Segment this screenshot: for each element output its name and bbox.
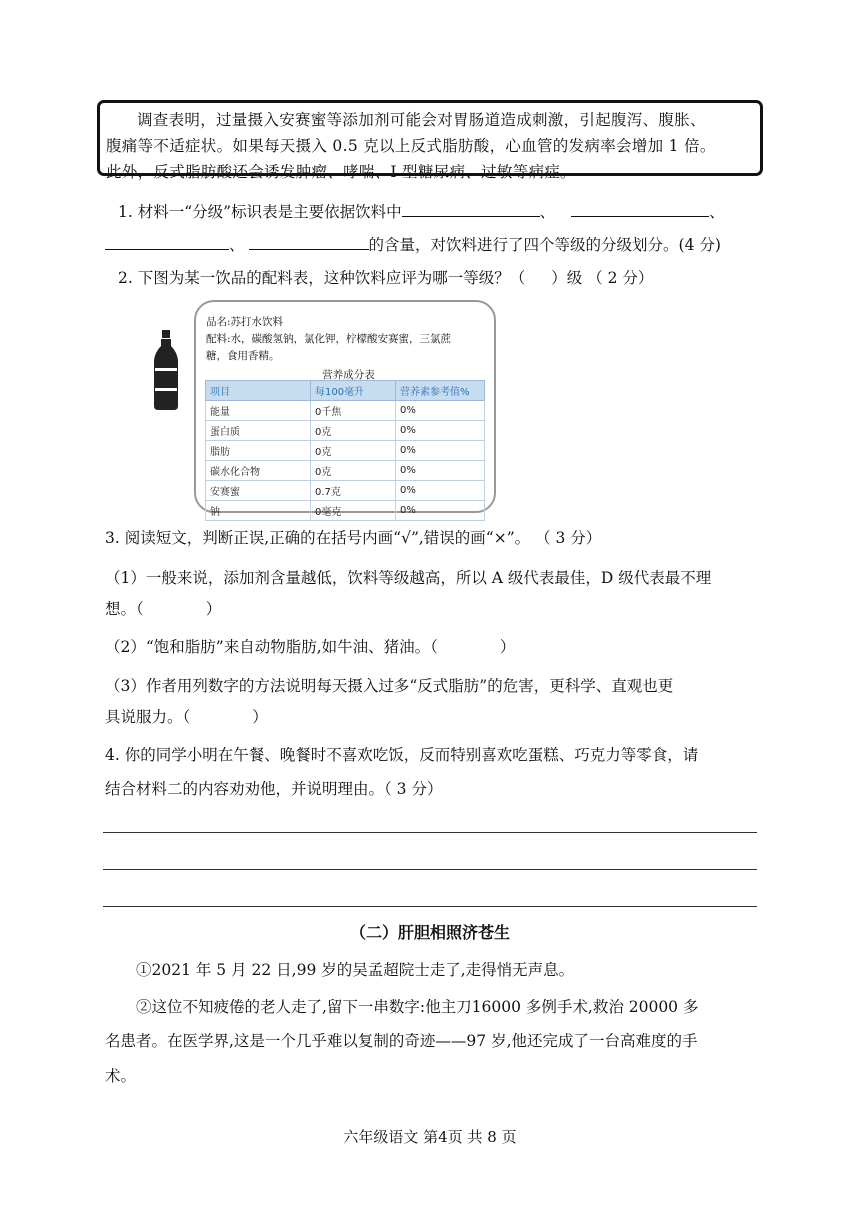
table-row [206, 481, 485, 501]
table-cell: 0千焦 [311, 401, 396, 421]
table-row [206, 501, 485, 521]
table-cell: 0% [396, 401, 485, 421]
table-cell: 安赛蜜 [206, 481, 311, 501]
table-cell: 钠 [206, 501, 311, 521]
question-3-1-line-1: （1）一般来说，添加剂含量越低，饮料等级越高，所以 A 级代表最佳，D 级代表最不理 [105, 569, 712, 587]
ingredients-text-cont: 糖，食用香精。 [206, 350, 280, 362]
table-cell: 0克 [311, 441, 396, 461]
table-cell: 0% [396, 461, 485, 481]
table-cell: 0毫克 [311, 501, 396, 521]
page-footer: 六年级语文 第4页 共 8 页 [343, 1128, 517, 1146]
question-2: 2. 下图为某一饮品的配料表，这种饮料应评为哪一等级？（ ）级 （ 2 分） [118, 269, 654, 287]
passage-paragraph-1: ①2021 年 5 月 22 日,99 岁的吴孟超院士走了,走得悄无声息。 [136, 961, 575, 979]
question-1-line-2: 、 的含量，对饮料进行了四个等级的分级划分。(4 分) [105, 232, 765, 258]
table-row [206, 441, 485, 461]
table-cell: 0% [396, 481, 485, 501]
table-row [206, 461, 485, 481]
passage-paragraph-2-line-2: 名患者。在医学界,这是一个几乎难以复制的奇迹——97 岁,他还完成了一台高难度的手 [105, 1032, 698, 1050]
material-two-box [97, 100, 763, 181]
question-3-1-line-2: 想。（ ） [105, 600, 222, 618]
table-row [206, 401, 485, 421]
ingredient-label-card [194, 300, 496, 518]
table-cell: 蛋白质 [206, 421, 311, 441]
table-cell: 0% [396, 441, 485, 461]
table-cell: 碳水化合物 [206, 461, 311, 481]
table-cell: 脂肪 [206, 441, 311, 461]
question-3-3-line-1: （3）作者用列数字的方法说明每天摄入过多“反式脂肪”的危害，更科学、直观也更 [105, 677, 674, 695]
table-cell: 0.7克 [311, 481, 396, 501]
nutrition-table [205, 380, 485, 521]
answer-writing-line[interactable] [103, 869, 757, 870]
bottle-icon [153, 330, 179, 410]
column-header: 项目 [206, 381, 311, 401]
question-3-2: （2）“饱和脂肪”来自动物脂肪,如牛油、猪油。（ ） [105, 638, 516, 656]
answer-blank[interactable] [402, 200, 540, 217]
table-cell: 能量 [206, 401, 311, 421]
material-line: 腹痛等不适症状。如果每天摄入 0.5 克以上反式脂肪酸，心血管的发病率会增加 1 倍。 [106, 137, 716, 155]
section-title: （二）肝胆相照济苍生 [349, 923, 510, 942]
question-4-line-2: 结合材料二的内容劝劝他，并说明理由。（ 3 分） [105, 780, 443, 798]
answer-writing-line[interactable] [103, 906, 757, 907]
question-1-line-1: 1. 材料一“分级”标识表是主要依据饮料中 、 、 [118, 199, 778, 225]
ingredients-text: 配料:水，碳酸氢钠，氯化钾，柠檬酸安赛蜜，三氯蔗 [206, 333, 452, 345]
column-header: 每100毫升 [311, 381, 396, 401]
product-name: 品名:苏打水饮料 [206, 316, 284, 328]
question-4-line-1: 4. 你的同学小明在午餐、晚餐时不喜欢吃饭，反而特别喜欢吃蛋糕、巧克力等零食，请 [105, 746, 699, 764]
question-3-title: 3. 阅读短文，判断正误,正确的在括号内画“√”,错误的画“×”。 （ 3 分） [105, 529, 602, 547]
table-cell: 0% [396, 421, 485, 441]
table-header-row [206, 381, 485, 401]
material-line: 此外，反式脂肪酸还会诱发肿瘤、哮喘、I 型糖尿病、过敏等病症。 [106, 163, 576, 181]
table-cell: 0克 [311, 461, 396, 481]
table-cell: 0克 [311, 421, 396, 441]
answer-blank[interactable] [571, 200, 709, 217]
column-header: 营养素参考值% [396, 381, 485, 401]
question-3-3-line-2: 具说服力。（ ） [105, 708, 268, 726]
answer-blank[interactable] [249, 233, 369, 250]
passage-paragraph-2-line-3: 术。 [105, 1067, 137, 1085]
answer-blank[interactable] [105, 233, 229, 250]
table-cell: 0% [396, 501, 485, 521]
nutrition-table-title: 营养成分表 [322, 369, 375, 381]
material-line: 调查表明，过量摄入安赛蜜等添加剂可能会对胃肠道造成刺激，引起腹泻、腹胀、 [137, 111, 706, 129]
passage-paragraph-2-line-1: ②这位不知疲倦的老人走了,留下一串数字:他主刀16000 多例手术,救治 20000 多 [136, 998, 699, 1016]
table-row [206, 421, 485, 441]
answer-writing-line[interactable] [103, 832, 757, 833]
